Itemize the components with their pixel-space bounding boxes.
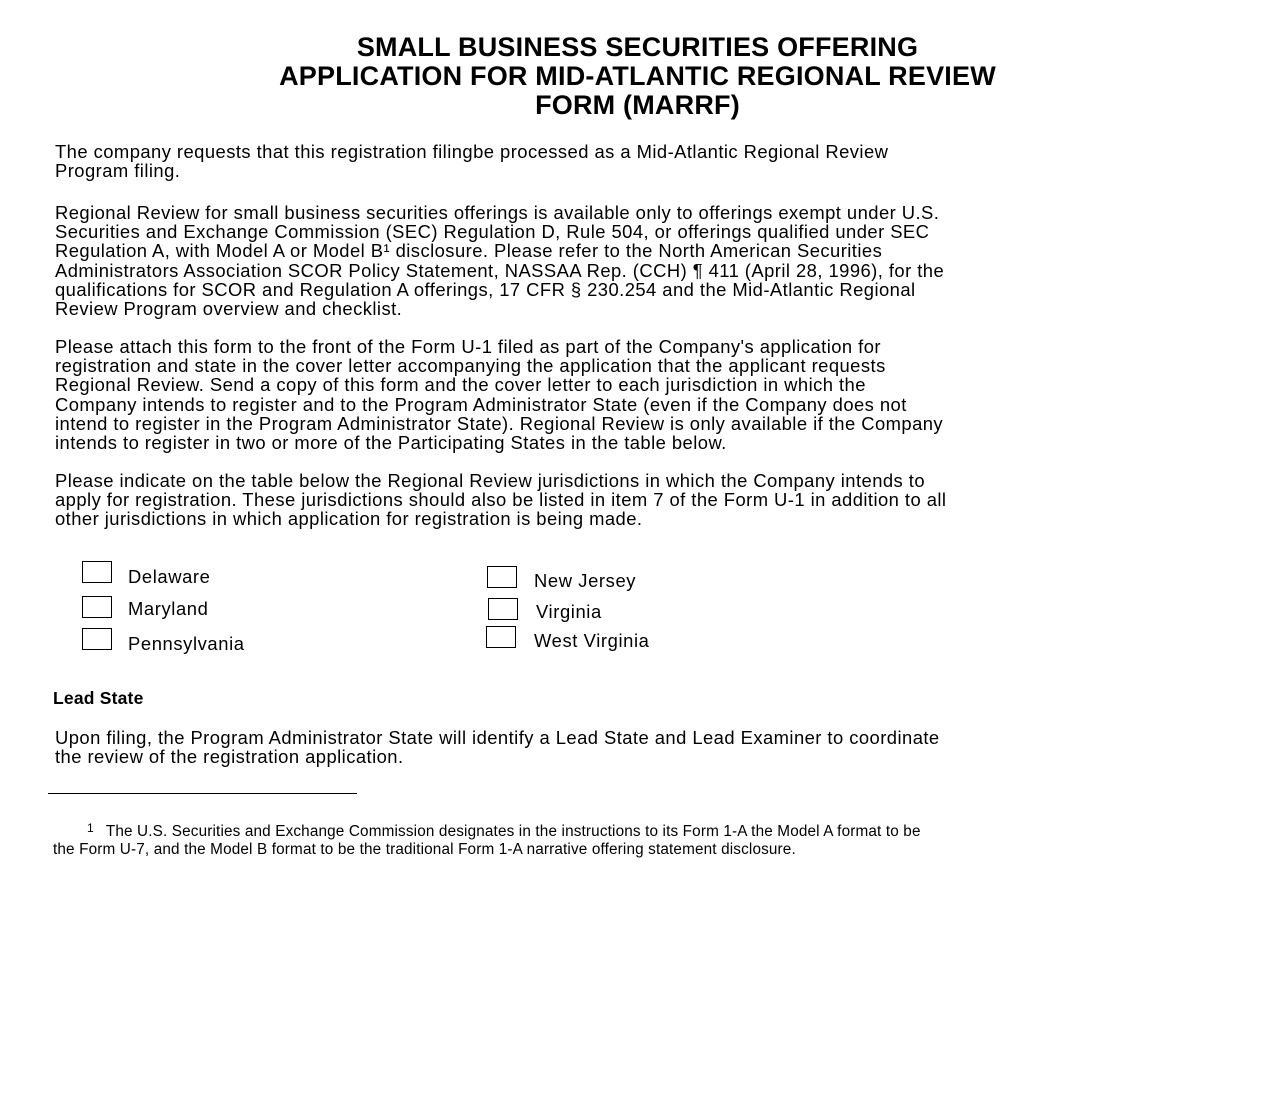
footnote-divider: [48, 793, 357, 794]
state-label-delaware: Delaware: [128, 566, 211, 587]
eligibility-paragraph: [55, 203, 1225, 318]
paragraph-line: registration and state in the cover letter accompanying the application that the applicant requests: [55, 355, 886, 377]
checkbox-pennsylvania[interactable]: [82, 628, 112, 650]
state-label-new-jersey: New Jersey: [534, 570, 637, 591]
paragraph-line: qualifications for SCOR and Regulation A offerings, 17 CFR § 230.254 and the Mid-Atlantic Regional: [55, 278, 916, 300]
paragraph-line: Administrators Association SCOR Policy Statement, NASSAA Rep. (CCH) ¶ 411 (April 28, 1996), for the: [55, 259, 945, 281]
form-title: [0, 33, 1275, 120]
paragraph-line: Regional Review. Send a copy of this form and the cover letter to each jurisdiction in which the: [55, 374, 866, 396]
checkbox-new-jersey[interactable]: [487, 566, 517, 588]
paragraph-line: Please attach this form to the front of the Form U-1 filed as part of the Company's application for: [55, 336, 881, 357]
footnote-marker: 1: [87, 821, 94, 835]
lead-state-heading: Lead State: [53, 688, 144, 708]
paragraph-line: Upon filing, the Program Administrator State will identify a Lead State and Lead Examiner to coordinate: [55, 727, 940, 748]
paragraph-line: Program filing.: [55, 160, 181, 182]
footnote: [53, 823, 1233, 859]
paragraph-line: Please indicate on the table below the Regional Review jurisdictions in which the Company intends to: [55, 470, 925, 491]
checkbox-delaware[interactable]: [82, 561, 112, 583]
lead-state-paragraph: [55, 728, 1225, 766]
paragraph-line: Company intends to register and to the Program Administrator State (even if the Company does not: [55, 393, 907, 415]
paragraph-line: intends to register in two or more of the Participating States in the table below.: [55, 432, 727, 454]
footnote-line: The U.S. Securities and Exchange Commission designates in the instructions to its Form 1-A the Model A format to be: [105, 823, 921, 840]
paragraph-line: Securities and Exchange Commission (SEC) Regulation D, Rule 504, or offerings qualified under SEC: [55, 221, 930, 243]
state-label-west-virginia: West Virginia: [534, 630, 650, 651]
instructions-paragraph: [55, 337, 1225, 452]
paragraph-line: Review Program overview and checklist.: [55, 298, 403, 320]
paragraph-line: intend to register in the Program Administrator State). Regional Review is only available if the Company: [55, 412, 944, 434]
paragraph-line: apply for registration. These jurisdictions should also be listed in item 7 of the Form U-1 in addition to all: [55, 489, 947, 511]
paragraph-line: The company requests that this registration filingbe processed as a Mid-Atlantic Regional Review: [55, 141, 889, 162]
paragraph-line: other jurisdictions in which application for registration is being made.: [55, 508, 643, 530]
checkbox-virginia[interactable]: [488, 598, 518, 620]
paragraph-line: Regulation A, with Model A or Model B¹ disclosure. Please refer to the North American Securities: [55, 240, 883, 262]
form-title-line-2: APPLICATION FOR MID-ATLANTIC REGIONAL REVIEW: [279, 61, 996, 91]
footnote-line: the Form U-7, and the Model B format to be the traditional Form 1-A narrative offering statement disclosure.: [53, 841, 796, 858]
paragraph-line: the review of the registration application.: [55, 746, 404, 768]
state-label-pennsylvania: Pennsylvania: [128, 633, 245, 654]
state-label-maryland: Maryland: [128, 598, 209, 619]
table-instructions-paragraph: [55, 471, 1225, 529]
state-label-virginia: Virginia: [536, 601, 602, 622]
checkbox-maryland[interactable]: [82, 596, 112, 618]
intro-paragraph: [55, 142, 1225, 180]
form-title-line-3: FORM (MARRF): [535, 90, 740, 120]
paragraph-line: Regional Review for small business securities offerings is available only to offerings exempt under U.S.: [55, 202, 940, 223]
checkbox-west-virginia[interactable]: [486, 626, 516, 648]
form-title-line-1: SMALL BUSINESS SECURITIES OFFERING: [356, 32, 919, 62]
